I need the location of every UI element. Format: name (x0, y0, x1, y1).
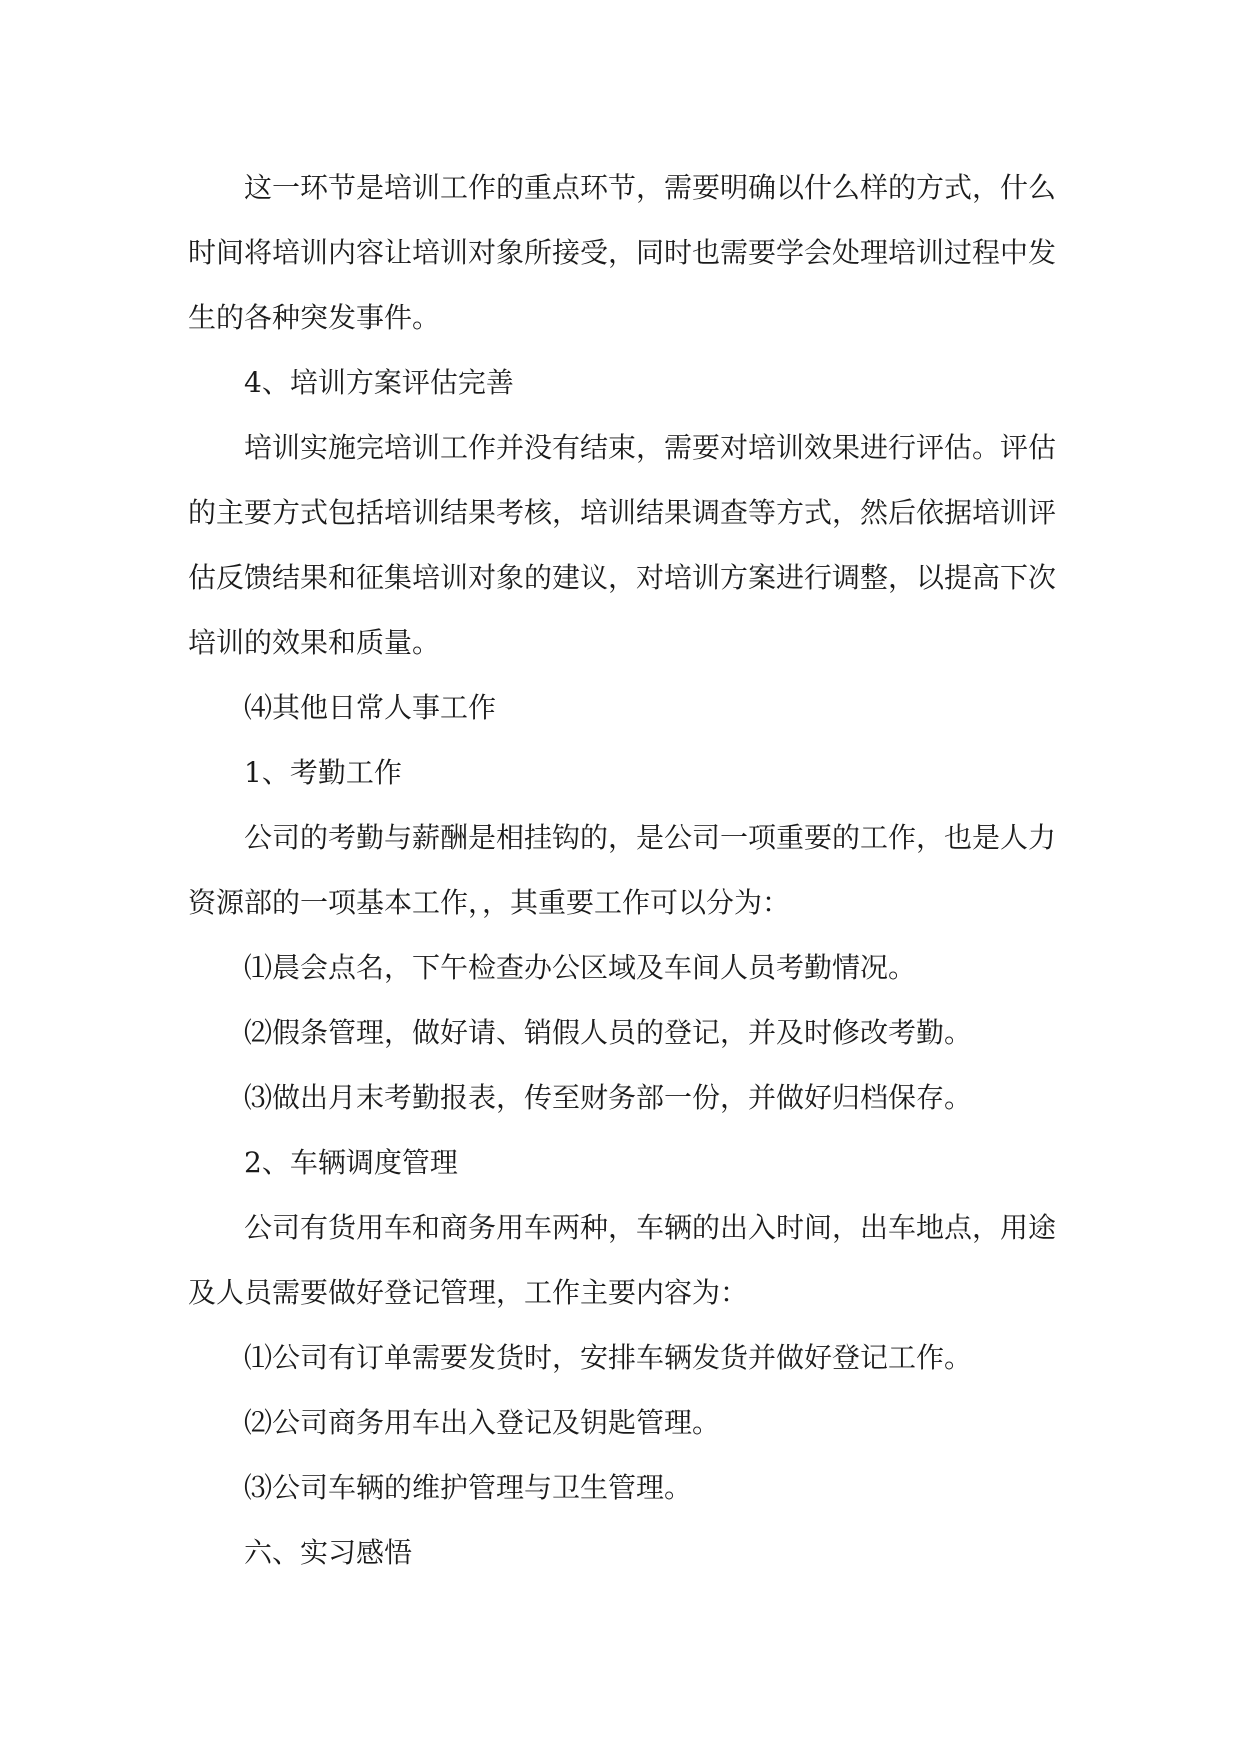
heading-vehicle-dispatch: 2、车辆调度管理 (244, 1146, 458, 1179)
document-body (188, 155, 1056, 1585)
heading-attendance: 1、考勤工作 (244, 756, 402, 789)
heading-internship-reflection: 六、实习感悟 (244, 1536, 413, 1569)
paragraph-attendance: 公司的考勤与薪酬是相挂钩的，是公司一项重要的工作，也是人力资源部的一项基本工作，，其重要工作可以分为： (188, 821, 1057, 919)
list-item-attendance-2: ⑵假条管理，做好请、销假人员的登记，并及时修改考勤。 (244, 1016, 973, 1049)
list-item-attendance-1: ⑴晨会点名，下午检查办公区域及车间人员考勤情况。 (244, 951, 917, 984)
heading-training-evaluation: 4、培训方案评估完善 (244, 366, 514, 399)
heading-daily-hr-work: ⑷其他日常人事工作 (244, 691, 497, 724)
paragraph-vehicle-dispatch: 公司有货用车和商务用车两种，车辆的出入时间，出车地点，用途及人员需要做好登记管理，工作主要内容为： (188, 1211, 1057, 1309)
list-item-vehicle-3: ⑶公司车辆的维护管理与卫生管理。 (244, 1471, 693, 1504)
list-item-vehicle-1: ⑴公司有订单需要发货时，安排车辆发货并做好登记工作。 (244, 1341, 973, 1374)
paragraph-training-implementation: 这一环节是培训工作的重点环节，需要明确以什么样的方式，什么时间将培训内容让培训对象所接受，同时也需要学会处理培训过程中发生的各种突发事件。 (188, 171, 1057, 334)
list-item-attendance-3: ⑶做出月末考勤报表，传至财务部一份，并做好归档保存。 (244, 1081, 973, 1114)
paragraph-training-evaluation: 培训实施完培训工作并没有结束，需要对培训效果进行评估。评估的主要方式包括培训结果考核，培训结果调查等方式，然后依据培训评估反馈结果和征集培训对象的建议，对培训方案进行调整，以提高下次培训的效果和质量。 (188, 431, 1057, 659)
list-item-vehicle-2: ⑵公司商务用车出入登记及钥匙管理。 (244, 1406, 721, 1439)
